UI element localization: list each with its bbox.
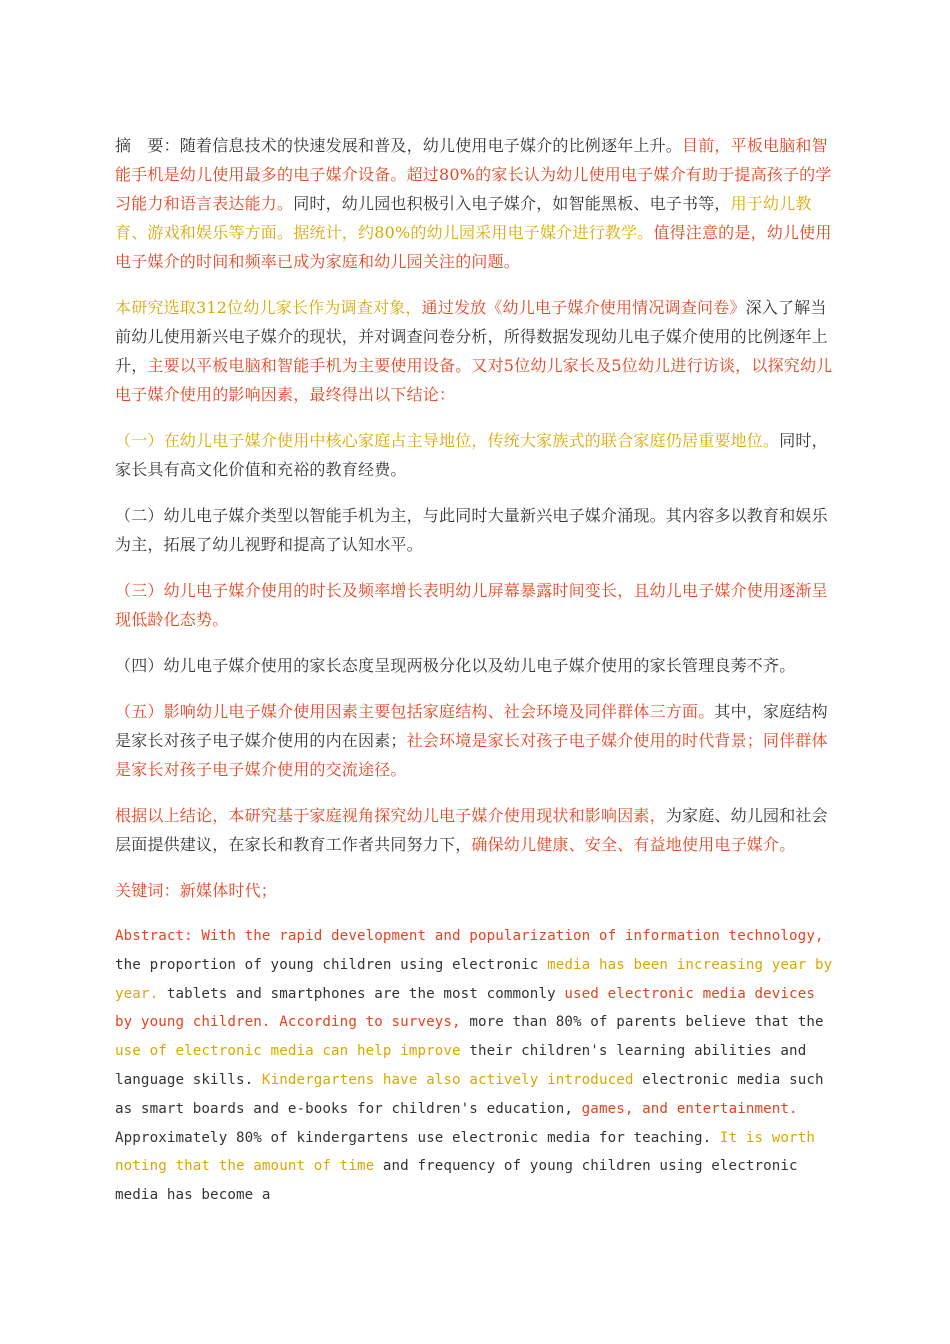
highlighted-segment: （五）影响幼儿电子媒介使用因素主要包括家庭结构、社会环境及同伴群体三方面。 <box>115 702 715 721</box>
text-segment: tablets and smartphones are the most commonly <box>158 985 565 1002</box>
highlighted-segment: Kindergartens have also actively introduced <box>261 1071 634 1088</box>
highlighted-segment: 值得注意的是，幼儿使用电子媒介的时间和频率已成为家庭和幼儿园关注的问题。 <box>115 223 832 271</box>
text-segment: 同时，幼儿园也积极引入电子媒介，如智能黑板、电子书等， <box>293 194 731 213</box>
highlighted-segment: 通过发放《幼儿电子媒介使用情况调查问卷》 <box>421 298 746 317</box>
highlighted-segment: 根据以上结论，本研究基于家庭视角探究幼儿电子媒介使用现状和影响因素， <box>115 806 666 825</box>
text-segment: and frequency of young children using electronic media has become a <box>115 1158 798 1204</box>
conclusion-3-paragraph <box>115 576 835 634</box>
highlighted-segment: use of electronic media can help improve <box>115 1043 461 1060</box>
highlighted-segment: 用于幼儿教育、游戏和娱乐等方面。据统计，约80%的幼儿园采用电子媒介进行教学。 <box>115 194 812 242</box>
highlighted-segment: （三）幼儿电子媒介使用的时长及频率增长表明幼儿屏幕暴露时间变长，且幼儿电子媒介使用逐渐呈现低龄化态势。 <box>115 581 828 629</box>
keywords-line <box>115 876 835 905</box>
text-segment: Approximately 80% of kindergartens use electronic media for teaching. <box>115 1129 720 1146</box>
text-segment: 为家庭、幼儿园和社会层面提供建议，在家长和教育工作者共同努力下， <box>115 806 828 854</box>
text-segment: （二）幼儿电子媒介类型以智能手机为主，与此同时大量新兴电子媒介涌现。其内容多以教育和娱乐为主，拓展了幼儿视野和提高了认知水平。 <box>115 506 828 554</box>
text-segment: 同时，家长具有高文化价值和充裕的教育经费。 <box>115 431 828 479</box>
highlighted-segment: media has been increasing year by year. <box>115 956 833 1002</box>
conclusion-1-paragraph <box>115 426 835 484</box>
highlighted-segment: 确保幼儿健康、安全、有益地使用电子媒介。 <box>471 835 796 854</box>
text-segment: 深入了解当前幼儿使用新兴电子媒介的现状，并对调查问卷分析，所得数据发现幼儿电子媒介使用的比例逐年上升， <box>115 298 828 375</box>
abstract-paragraph-en <box>115 922 835 1210</box>
highlighted-segment: games, and entertainment. <box>581 1100 798 1117</box>
method-paragraph <box>115 293 835 409</box>
text-segment: electronic media such as smart boards and e-books for children's education, <box>115 1071 824 1117</box>
document-body <box>115 131 835 1210</box>
text-segment: （四）幼儿电子媒介使用的家长态度呈现两极分化以及幼儿电子媒介使用的家长管理良莠不齐。 <box>115 656 796 675</box>
highlighted-segment: 社会环境是家长对孩子电子媒介使用的时代背景；同伴群体是家长对孩子电子媒介使用的交流途径。 <box>115 731 828 779</box>
text-segment: their children's learning abilities and language skills. <box>115 1043 807 1088</box>
highlighted-segment: 目前，平板电脑和智能手机是幼儿使用最多的电子媒介设备。超过80%的家长认为幼儿使用电子媒介有助于提高孩子的学习能力和语言表达能力。 <box>115 136 832 213</box>
conclusion-2-paragraph <box>115 501 835 559</box>
highlighted-segment: （一）在幼儿电子媒介使用中核心家庭占主导地位，传统大家族式的联合家庭仍居重要地位。 <box>115 431 780 450</box>
abstract-paragraph-zh <box>115 131 835 276</box>
highlighted-segment: It is worth noting that the amount of time <box>115 1129 815 1175</box>
text-segment: 其中，家庭结构是家长对孩子电子媒介使用的内在因素； <box>115 702 828 750</box>
summary-paragraph <box>115 801 835 859</box>
keywords-label: 关键词：新媒体时代； <box>115 881 278 900</box>
highlighted-segment: 本研究选取312位幼儿家长作为调查对象， <box>115 298 422 317</box>
conclusion-5-paragraph <box>115 697 835 784</box>
text-segment: more than 80% of parents believe that the <box>460 1014 824 1031</box>
highlighted-segment: Abstract: With the rapid development and popularization of information technology, <box>115 928 824 944</box>
highlighted-segment: 主要以平板电脑和智能手机为主要使用设备。又对5位幼儿家长及5位幼儿进行访谈，以探究幼儿电子媒介使用的影响因素，最终得出以下结论： <box>115 356 833 404</box>
text-segment: 摘 要：随着信息技术的快速发展和普及，幼儿使用电子媒介的比例逐年上升。 <box>115 136 683 155</box>
conclusion-4-paragraph <box>115 651 835 680</box>
text-segment: the proportion of young children using electronic <box>115 956 548 973</box>
highlighted-segment: used electronic media devices by young children. According to surveys, <box>115 985 815 1031</box>
